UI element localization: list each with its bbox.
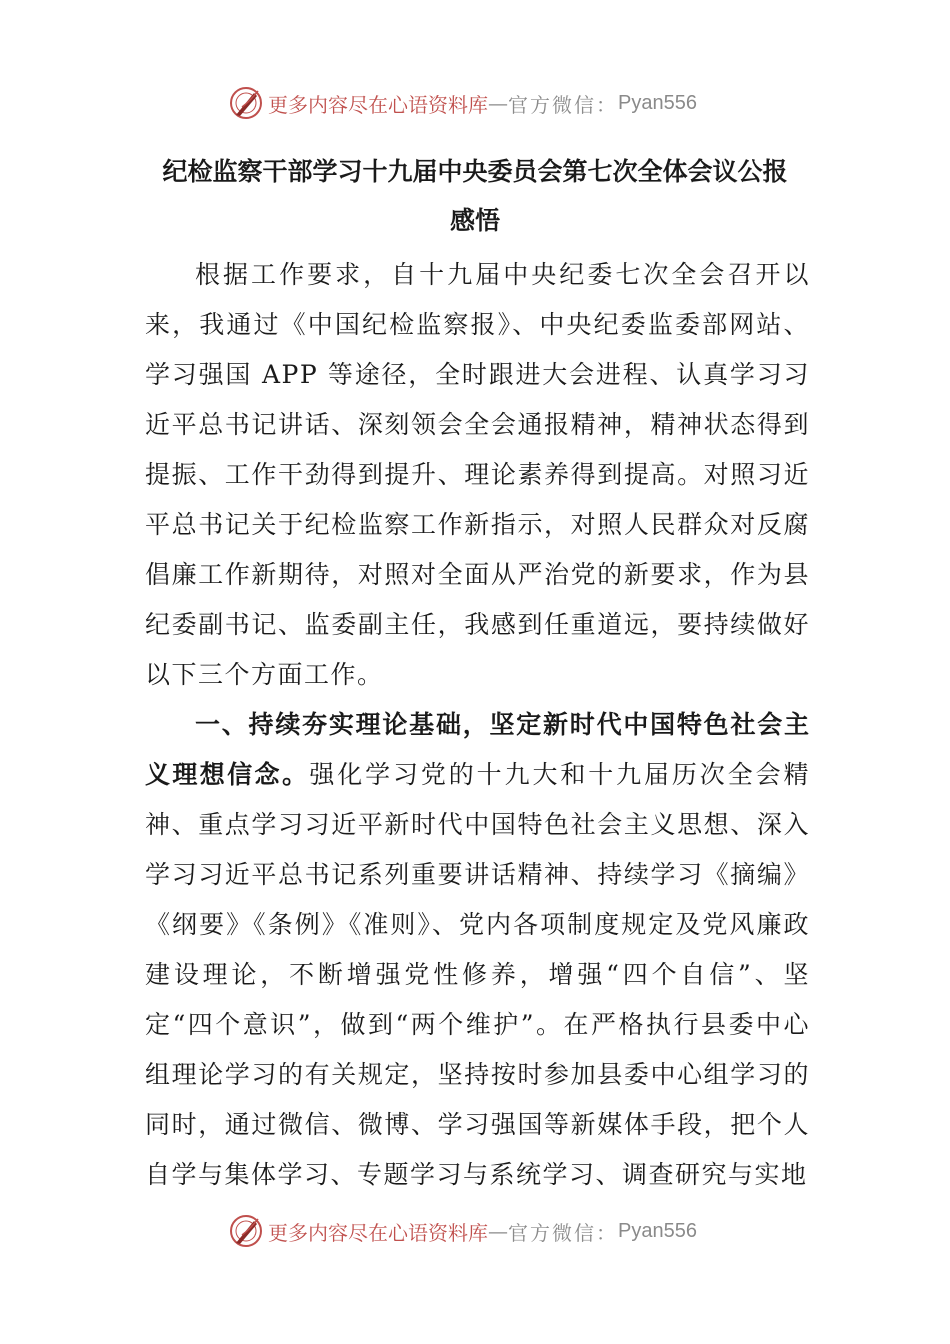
banner-wechat-id: Pyan556 xyxy=(618,1219,697,1242)
section1-paragraph xyxy=(145,700,810,1200)
document-body xyxy=(145,250,810,1200)
quill-seal-logo-icon xyxy=(228,1213,264,1249)
banner-text: 更多内容尽在心语资料库 xyxy=(268,92,488,117)
banner-wechat-label: 官方微信： xyxy=(508,1220,618,1245)
header-watermark-banner xyxy=(228,83,728,123)
section1-body: 强化学习党的十九大和十九届历次全会精神、重点学习习近平新时代中国特色社会主义思想、深入学习习近平总书记系列重要讲话精神、持续学习《摘编》《纲要》《条例》《准则》、党内各项制度规定及党风廉政建设理论，不断增强党性修养，增强“四个自信”、坚定“四个意识”，做到“两个维护”。在严格执行县委中心组理论学习的有关规定，坚持按时参加县委中心组学习的同时，通过微信、微博、学习强国等新媒体手段，把个人自学与集体学习、专题学习与系统学习、调查研究与实地 xyxy=(145,760,810,1189)
quill-seal-logo-icon xyxy=(228,85,264,121)
banner-wechat-id: Pyan556 xyxy=(618,91,697,114)
document-title-line2: 感悟 xyxy=(449,206,500,235)
document-title-line1: 纪检监察干部学习十九届中央委员会第七次全体会议公报 xyxy=(162,157,788,186)
banner-dash: — xyxy=(488,91,508,115)
section1-heading: 一、持续夯实理论基础，坚定新时代中国特色社会主义理想信念。 xyxy=(145,710,810,789)
footer-watermark-banner xyxy=(228,1211,728,1251)
banner-dash: — xyxy=(488,1219,508,1243)
intro-paragraph: 根据工作要求，自十九届中央纪委七次全会召开以来，我通过《中国纪检监察报》、中央纪委监委部网站、学习强国 APP 等途径，全时跟进大会进程、认真学习习近平总书记讲话、深刻领会全会通报精神，精神状态得到提振、工作干劲得到提升、理论素养得到提高。对照习近平总书记关于纪检监察工作新指示，对照人民群众对反腐倡廉工作新期待，对照对全面从严治党的新要求，作为县纪委副书记、监委副主任，我感到任重道远，要持续做好以下三个方面工作。 xyxy=(145,260,810,689)
banner-wechat-label: 官方微信： xyxy=(508,92,618,117)
banner-text: 更多内容尽在心语资料库 xyxy=(268,1220,488,1245)
